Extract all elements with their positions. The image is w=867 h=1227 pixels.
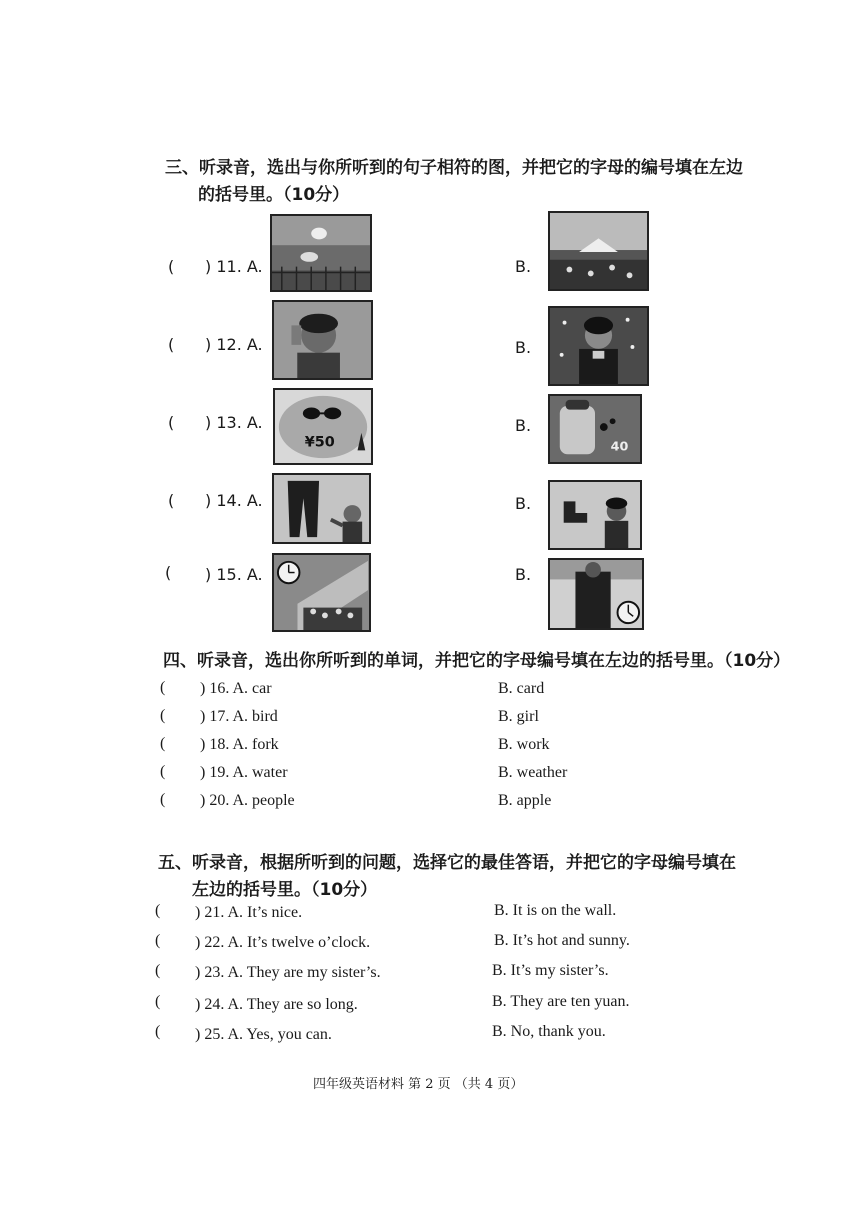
item-13-price-a: ¥50 [304,434,335,451]
item-20-paren: ( [160,791,166,808]
item-12-picture-b [548,306,649,386]
item-25-option-a: ) 25. A. Yes, you can. [195,1026,332,1043]
item-17-option-b: B. girl [498,708,539,725]
item-13-picture-b [548,394,642,464]
item-14-picture-a [272,473,371,544]
item-16-option-b: B. card [498,680,545,697]
item-13-label: ) 13. A. [205,413,263,432]
item-15-picture-a [272,553,371,632]
item-23-paren: ( [155,962,161,979]
item-14-option-b: B. [515,494,532,513]
item-11-paren: ( [168,257,175,276]
item-21-option-a: ) 21. A. It’s nice. [195,904,303,921]
item-19-option-b: B. weather [498,764,568,781]
item-12-picture-a [272,300,373,380]
item-23-option-b: B. It’s my sister’s. [492,962,609,979]
item-17-paren: ( [160,707,166,724]
item-11-label: ) 11. A. [205,257,263,276]
item-13-picture-a [273,388,373,465]
item-25-paren: ( [155,1023,161,1040]
item-18-option-a: ) 18. A. fork [200,736,279,753]
item-13-option-b: B. [515,416,532,435]
item-19-option-a: ) 19. A. water [200,764,288,781]
item-24-option-a: ) 24. A. They are so long. [195,996,358,1013]
item-19-paren: ( [160,763,166,780]
item-18-option-b: B. work [498,736,550,753]
item-11-picture-b [548,211,649,291]
item-21-paren: ( [155,902,161,919]
item-21-option-b: B. It is on the wall. [494,902,617,919]
item-15-paren: ( [165,563,172,582]
item-14-picture-b [548,480,642,550]
section3-title-line1: 三、听录音，选出与你所听到的句子相符的图，并把它的字母的编号填在左边 [165,158,743,178]
item-12-label: ) 12. A. [205,335,263,354]
item-15-option-b: B. [515,565,532,584]
item-13-price-b: 40 [610,438,629,454]
item-18-paren: ( [160,735,166,752]
section4-title: 四、听录音，选出你所听到的单词，并把它的字母编号填在左边的括号里。（10分） [163,651,791,671]
item-13-paren: ( [168,413,175,432]
item-14-label: ) 14. A. [205,491,263,510]
section3-title-line2: 的括号里。（10分） [198,185,350,205]
item-12-option-b: B. [515,338,532,357]
item-24-option-b: B. They are ten yuan. [492,993,630,1010]
item-20-option-a: ) 20. A. people [200,792,295,809]
item-20-option-b: B. apple [498,792,552,809]
item-23-option-a: ) 23. A. They are my sister’s. [195,964,381,981]
item-14-paren: ( [168,491,175,510]
item-12-paren: ( [168,335,175,354]
item-15-picture-b [548,558,644,630]
page-footer: 四年级英语材料 第 2 页 （共 4 页） [313,1077,524,1092]
item-22-option-b: B. It’s hot and sunny. [494,932,630,949]
item-16-paren: ( [160,679,166,696]
item-24-paren: ( [155,993,161,1010]
item-25-option-b: B. No, thank you. [492,1023,606,1040]
item-22-paren: ( [155,932,161,949]
section5-title-line2: 左边的括号里。（10分） [192,880,378,900]
section5-title-line1: 五、听录音，根据所听到的问题，选择它的最佳答语，并把它的字母编号填在 [158,853,736,873]
item-17-option-a: ) 17. A. bird [200,708,278,725]
item-11-picture-a [270,214,372,292]
item-11-option-b: B. [515,257,532,276]
item-16-option-a: ) 16. A. car [200,680,272,697]
item-15-label: ) 15. A. [205,565,263,584]
item-22-option-a: ) 22. A. It’s twelve o’clock. [195,934,371,951]
